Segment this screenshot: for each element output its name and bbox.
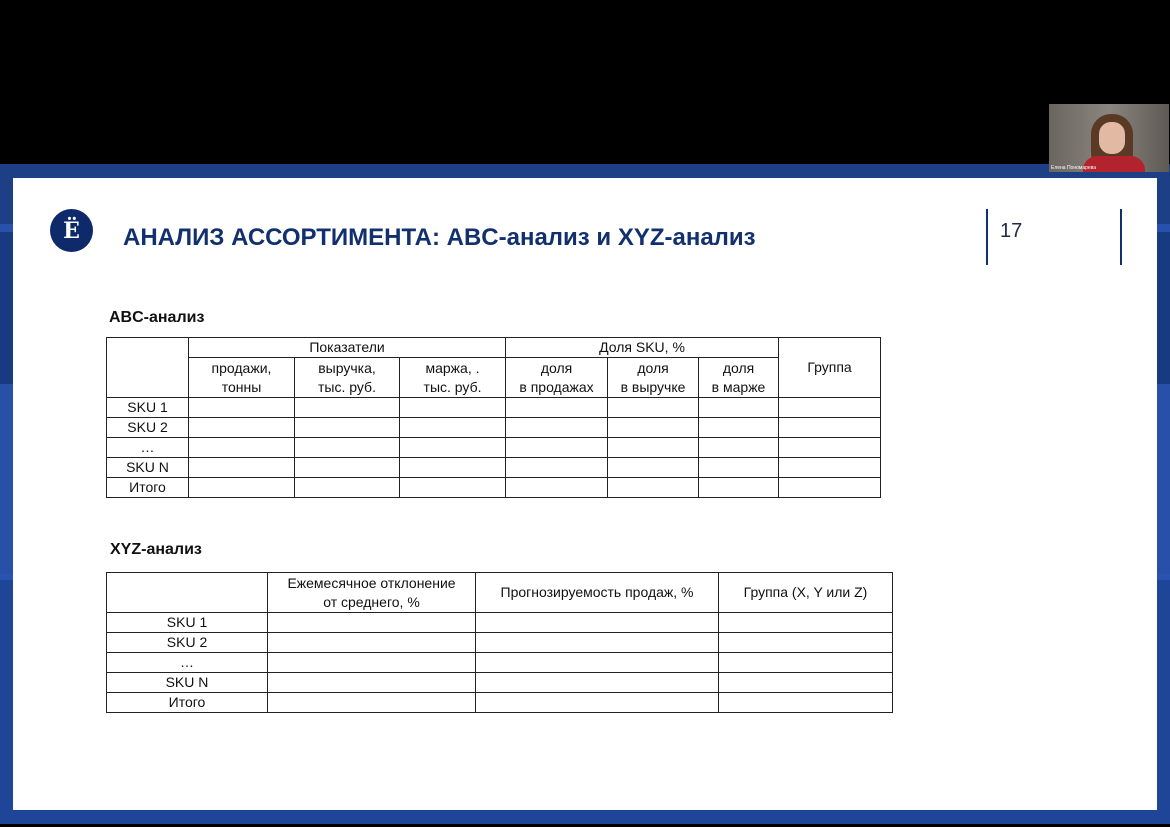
table-row (107, 653, 893, 673)
row-label: SKU 1 (107, 398, 189, 418)
xyz-section-label: XYZ-анализ (110, 541, 202, 558)
abc-col-revenue: выручка, тыс. руб. (295, 358, 400, 398)
table-row (107, 613, 893, 633)
row-label: Итого (107, 693, 268, 713)
abc-header-indicators: Показатели (189, 338, 506, 358)
xyz-col-predictability: Прогнозируемость продаж, % (476, 573, 719, 613)
participant-video-tile[interactable] (1049, 104, 1169, 172)
table-row (107, 673, 893, 693)
table-row (107, 633, 893, 653)
table-row (107, 418, 881, 438)
abc-col-share-margin: доля в марже (699, 358, 779, 398)
abc-col-margin: маржа, . тыс. руб. (400, 358, 506, 398)
row-label: Итого (107, 478, 189, 498)
abc-table (106, 337, 881, 498)
abc-header-row (107, 338, 881, 358)
abc-col-share-sales: доля в продажах (506, 358, 608, 398)
row-label: SKU 2 (107, 633, 268, 653)
page-number-box (986, 209, 1122, 265)
participant-name: Елена Пономарева (1051, 165, 1097, 171)
xyz-corner-cell (107, 573, 268, 613)
row-label: SKU N (107, 673, 268, 693)
xyz-col-group: Группа (X, Y или Z) (719, 573, 893, 613)
slide-title: АНАЛИЗ АССОРТИМЕНТА: ABC-анализ и XYZ-анализ (123, 224, 756, 251)
row-label: SKU N (107, 458, 189, 478)
abc-header-group: Группа (779, 338, 881, 398)
table-row (107, 438, 881, 458)
presentation-slide (13, 178, 1157, 810)
abc-col-sales: продажи, тонны (189, 358, 295, 398)
abc-header-share: Доля SKU, % (506, 338, 779, 358)
table-row (107, 398, 881, 418)
table-row (107, 458, 881, 478)
xyz-table (106, 572, 893, 713)
table-row (107, 693, 893, 713)
xyz-header-row (107, 573, 893, 613)
xyz-col-deviation: Ежемесячное отклонение от среднего, % (268, 573, 476, 613)
row-label: … (107, 653, 268, 673)
hse-logo: Ё (50, 209, 93, 252)
abc-corner-cell (107, 338, 189, 398)
row-label: SKU 1 (107, 613, 268, 633)
abc-section-label: ABC-анализ (109, 309, 205, 326)
row-label: SKU 2 (107, 418, 189, 438)
table-row (107, 478, 881, 498)
abc-subheader-row (107, 358, 881, 398)
abc-col-share-revenue: доля в выручке (608, 358, 699, 398)
page-number: 17 (1000, 220, 1023, 242)
row-label: … (107, 438, 189, 458)
